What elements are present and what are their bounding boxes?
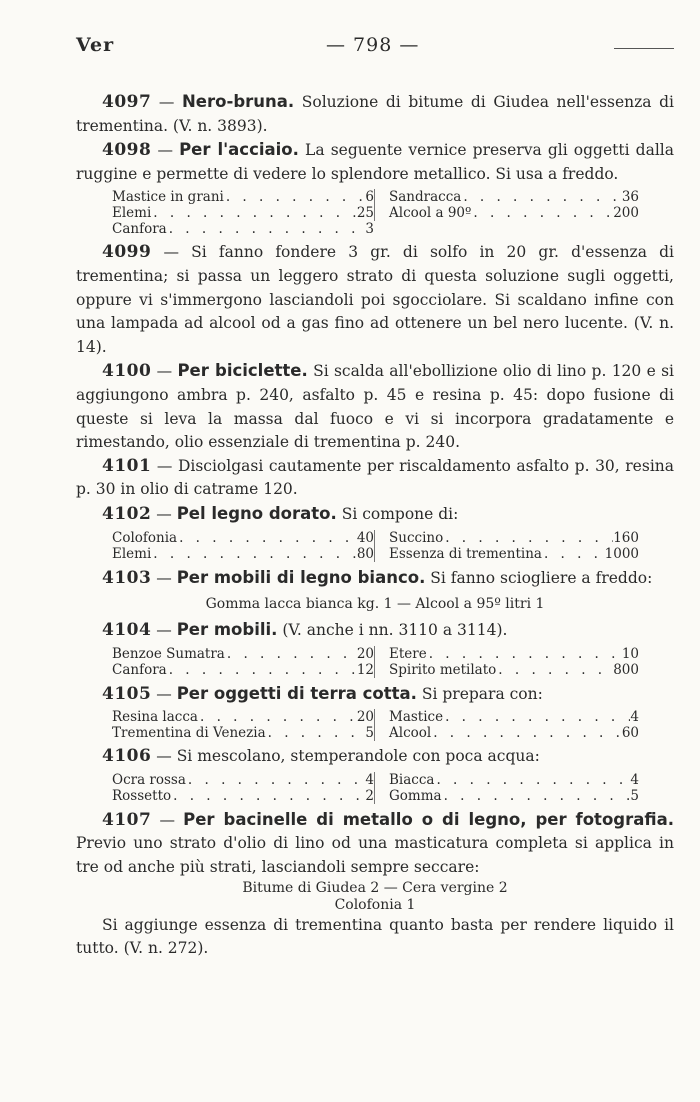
entry-text: Previo uno strato d'olio di lino od una masticatura completa si applica in tre od anche più strati, lasciandoli sempre seccare: xyxy=(76,834,674,877)
recipe-line: Bitume di Giudea 2 — Cera vergine 2 xyxy=(242,879,508,896)
entry-title: Per l'acciaio. xyxy=(179,140,299,160)
entry-text: Si prepara con: xyxy=(421,684,543,703)
recipe-table xyxy=(112,646,640,678)
entry-title: Per mobili. xyxy=(176,620,278,640)
entry-number: 4098 xyxy=(102,140,152,161)
entry-4103: 4103 — Per mobili di legno bianco. Si fanno sciogliere a freddo: xyxy=(102,567,653,588)
entry-4106 xyxy=(76,745,674,769)
ingredient-row: Sandracca . . . 36 xyxy=(389,189,639,205)
page-number: — 798 — xyxy=(326,34,420,56)
ingredient-row: Mastice . . . 4 xyxy=(389,709,639,725)
entry-4097: 4097 — Nero-bruna. Soluzione di bitume di Giudea nell'essenza di trementina. (V. n. 3893). xyxy=(76,92,674,135)
running-head: Ver xyxy=(76,34,115,56)
entry-number: 4102 xyxy=(102,503,152,524)
entry-text: — Disciolgasi cautamente per riscaldamento asfalto p. 30, resina p. 30 in olio di catrame 120. xyxy=(76,456,674,499)
ingredient-row: Alcool . . . 60 xyxy=(389,725,639,741)
recipe-line: Gomma lacca bianca kg. 1 — Alcool a 95º litri 1 xyxy=(205,596,545,613)
entry-text: Si scalda all'ebollizione olio di lino p. 120 e si aggiungono ambra p. 240, asfalto p. 45 e resina p. 45: dopo fusione di queste si leva la massa dal fuoco e vi si incorpora gradatamente e rimestando, olio essenziale di trementina p. 240. xyxy=(76,362,674,452)
entry-4102: 4102 — Pel legno dorato. Si compone di: xyxy=(102,503,459,524)
entry-4107-note: Si aggiunge essenza di trementina quanto basta per rendere liquido il tutto. (V. n. 272). xyxy=(76,915,674,958)
entry-number: 4103 xyxy=(102,567,152,588)
entry-number: 4107 xyxy=(102,809,152,830)
ingredient-row: Canfora . . . 12 xyxy=(112,662,374,678)
entry-text: Si fanno sciogliere a freddo: xyxy=(430,568,653,587)
entry-number: 4101 xyxy=(102,455,152,476)
ingredient-row: Spirito metilato . . . 800 xyxy=(389,662,639,678)
entry-4105: 4105 — Per oggetti di terra cotta. Si prepara con: xyxy=(102,683,543,704)
header-rule xyxy=(614,48,674,49)
entry-text: (V. anche i nn. 3110 a 3114). xyxy=(282,621,508,640)
recipe-table xyxy=(112,709,640,741)
ingredient-row: Resina lacca . . . 20 xyxy=(112,709,374,725)
ingredient-row: Rossetto . . . 2 xyxy=(112,788,374,804)
entry-number: 4097 xyxy=(102,92,152,112)
ingredient-row: Elemi . . . 25 xyxy=(112,205,374,221)
entry-4100: 4100 — Per biciclette. Si scalda all'ebollizione olio di lino p. 120 e si aggiungono ambra p. 240, asfalto p. 45 e resina p. 45: dopo fusione di queste si leva la massa dal fuoco e vi si incorpora gradatamente e rimestando, olio essenziale di trementina p. 240. xyxy=(76,361,674,452)
ingredient-row: Colofonia . . . 40 xyxy=(112,530,374,546)
entry-4101 xyxy=(76,455,674,502)
entry-number: 4105 xyxy=(102,683,152,704)
ingredient-row: Essenza di trementina . . . 1000 xyxy=(389,546,639,562)
ingredient-row: Ocra rossa . . . 4 xyxy=(112,772,374,788)
ingredient-row: Biacca . . . 4 xyxy=(389,772,639,788)
entry-title: Nero-bruna. xyxy=(182,92,295,111)
page-header xyxy=(76,30,674,60)
entry-number: 4100 xyxy=(102,361,152,382)
entry-text: La seguente vernice preserva gli oggetti dalla ruggine e permette di vedere lo splendore metallico. Si usa a freddo. xyxy=(76,141,674,183)
recipe-table xyxy=(112,772,640,804)
entry-text: Soluzione di bitume di Giudea nell'essenza di trementina. (V. n. 3893). xyxy=(76,93,674,135)
entry-text: Si compone di: xyxy=(341,504,459,523)
ingredient-row: Benzoe Sumatra . . . 20 xyxy=(112,646,374,662)
entry-title: Per bacinelle di metallo o di legno, per fotografia. xyxy=(183,809,674,829)
ingredient-row: Mastice in grani . . . 6 xyxy=(112,189,374,205)
entry-title: Per biciclette. xyxy=(177,361,308,381)
entry-title: Pel legno dorato. xyxy=(176,503,337,523)
entry-title: Per oggetti di terra cotta. xyxy=(176,683,417,703)
ingredient-row: Succino . . . 160 xyxy=(389,530,639,546)
entry-4107: 4107 — Per bacinelle di metallo o di legno, per fotografia. Previo uno strato d'olio di lino od una masticatura completa si applica in tre od anche più strati, lasciandoli sempre seccare: xyxy=(76,809,674,877)
entry-text: — Si fanno fondere 3 gr. di solfo in 20 gr. d'essenza di trementina; si passa un leggero strato di questa soluzione sugli oggetti, oppure vi s'immergono lasciandoli poi sgocciolare. Si scaldano infine con una lampada ad alcool od a gas fino ad ottenere un bel nero lucente. (V. n. 14). xyxy=(76,243,674,356)
ingredient-row: Etere . . . 10 xyxy=(389,646,639,662)
entry-4098: 4098 — Per l'acciaio. La seguente vernice preserva gli oggetti dalla ruggine e permette di vedere lo splendore metallico. Si usa a freddo. xyxy=(76,140,674,183)
ingredient-row: Elemi . . . 80 xyxy=(112,546,374,562)
recipe-line: Colofonia 1 xyxy=(334,896,416,913)
entry-title: Per mobili di legno bianco. xyxy=(176,567,426,587)
entry-number: 4106 xyxy=(102,746,152,767)
entry-text: — Si mescolano, stemperandole con poca acqua: xyxy=(156,747,540,766)
entry-number: 4099 xyxy=(102,242,152,263)
ingredient-row: Alcool a 90º . . . 200 xyxy=(389,205,639,221)
entry-number: 4104 xyxy=(102,620,152,641)
recipe-table xyxy=(112,189,640,237)
entry-4104: 4104 — Per mobili. (V. anche i nn. 3110 a 3114). xyxy=(102,620,508,641)
page xyxy=(76,30,674,961)
ingredient-row: Gomma . . . 5 xyxy=(389,788,639,804)
recipe-table xyxy=(112,530,640,562)
ingredient-row: Canfora . . . 3 xyxy=(112,221,374,237)
entry-4099 xyxy=(76,241,674,359)
ingredient-row: Trementina di Venezia . . . 5 xyxy=(112,725,374,741)
